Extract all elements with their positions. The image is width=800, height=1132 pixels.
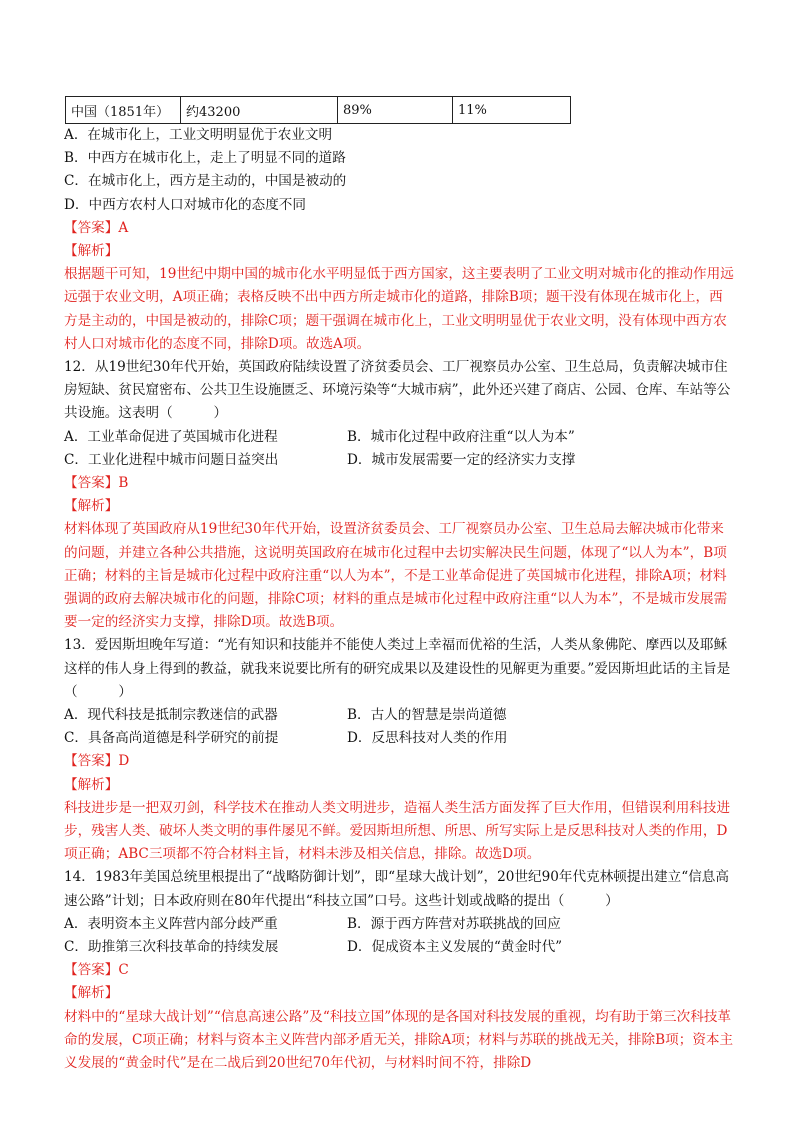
analysis-text: 材料中的“星球大战计划”“信息高速公路”及“科技立国”体现的是各国对科技发展的重视，均有助于第三次科技革命的发展，C项正确；材料与资本主义阵营内部矛盾无关，排除A项；材料与苏联的挑战无关，排除B项；资本主义发展的“黄金时代”是在二战后到20世纪70年代初，与材料时间不符，排除D bbox=[64, 1008, 734, 1071]
options-row bbox=[64, 426, 736, 449]
analysis-label: 【解析】 bbox=[64, 776, 119, 793]
answer-label: 【答案】B bbox=[64, 474, 129, 491]
document-page bbox=[64, 96, 736, 1075]
option-a: A．工业革命促进了英国城市化进程 bbox=[64, 428, 278, 445]
analysis-text: 材料体现了英国政府从19世纪30年代开始，设置济贫委员会、工厂视察员办公室、卫生总局去解决城市化带来的问题，并建立各种公共措施，这说明英国政府在城市化过程中去切实解决民生问题，体现了“以人为本”，B项正确；材料的主旨是城市化过程中政府注重“以人为本”，不是工业革命促进了英国城市化进程，排除A项；材料强调的政府去解决城市化的问题，排除C项；材料的重点是城市化过程中政府注重“以人为本”，不是城市发展需要一定的经济实力支撑，排除D项。故选B项。 bbox=[64, 521, 728, 631]
population-table bbox=[65, 96, 571, 124]
table-cell: 约43200 bbox=[181, 97, 338, 124]
question-stem: 12．从19世纪30年代开始，英国政府陆续设置了济贫委员会、工厂视察员办公室、卫生总局，负责解决城市住房短缺、贫民窟密布、公共卫生设施匮乏、环境污染等“大城市病”，此外还兴建了商店、公园、仓库、车站等公共设施。这表明（ ） bbox=[64, 358, 731, 422]
question-13 bbox=[64, 634, 736, 866]
table-row bbox=[66, 97, 571, 124]
analysis-label: 【解析】 bbox=[64, 985, 119, 1002]
table-cell: 中国（1851年） bbox=[66, 97, 181, 124]
option-c: C．助推第三次科技革命的持续发展 bbox=[64, 938, 279, 955]
option-d: D．中西方农村人口对城市化的态度不同 bbox=[64, 196, 306, 213]
question-stem: 14．1983年美国总统里根提出了“战略防御计划”，即“星球大战计划”，20世纪90年代克林顿提出建立“信息高速公路”计划；日本政府则在80年代提出“科技立国”口号。这些计划或战略的提出（ ） bbox=[64, 869, 729, 909]
option-b: B．城市化过程中政府注重“以人为本” bbox=[347, 428, 575, 445]
options-row bbox=[64, 727, 736, 750]
analysis-text: 科技进步是一把双刃剑，科学技术在推动人类文明进步，造福人类生活方面发挥了巨大作用，但错误利用科技进步，残害人类、破坏人类文明的事件屡见不鲜。爱因斯坦所想、所思、所写实际上是反思科技对人类的作用，D项正确；ABC三项都不符合材料主旨，材料未涉及相关信息，排除。故选D项。 bbox=[64, 799, 731, 863]
option-b: B．中西方在城市化上，走上了明显不同的道路 bbox=[64, 150, 346, 167]
options-row bbox=[64, 449, 736, 472]
option-d: D．反思科技对人类的作用 bbox=[347, 730, 508, 747]
option-a: A．表明资本主义阵营内部分歧严重 bbox=[64, 915, 278, 932]
option-c: C．在城市化上，西方是主动的，中国是被动的 bbox=[64, 173, 347, 190]
option-b: B．古人的智慧是崇尚道德 bbox=[347, 706, 507, 723]
answer-label: 【答案】A bbox=[64, 219, 129, 236]
question-stem: 13．爱因斯坦晚年写道：“光有知识和技能并不能使人类过上幸福而优裕的生活，人类从象佛陀、摩西以及耶稣这样的伟人身上得到的教益，就我来说要比所有的研究成果以及建设性的见解更为重要。”爱因斯坦此话的主旨是（ ） bbox=[64, 637, 731, 700]
option-a: A．在城市化上，工业文明明显优于农业文明 bbox=[64, 127, 333, 143]
analysis-text: 根据题干可知，19世纪中期中国的城市化水平明显低于西方国家，这主要表明了工业文明对城市化的推动作用远远强于农业文明，A项正确；表格反映不出中西方所走城市化的道路，排除B项；题干没有体现在城市化上，西方是主动的，中国是被动的，排除C项；题干强调在城市化上，工业文明明显优于农业文明，没有体现中西方农村人口对城市化的态度不同，排除D项。故选A项。 bbox=[64, 266, 734, 352]
answer-label: 【答案】C bbox=[64, 962, 129, 979]
answer-label: 【答案】D bbox=[64, 753, 130, 770]
option-b: B．源于西方阵营对苏联挑战的回应 bbox=[347, 915, 561, 932]
analysis-label: 【解析】 bbox=[64, 498, 119, 515]
options-row bbox=[64, 936, 736, 959]
option-c: C．具备高尚道德是科学研究的前提 bbox=[64, 730, 279, 747]
question-12 bbox=[64, 356, 736, 634]
question-14 bbox=[64, 866, 736, 1075]
option-d: D．城市发展需要一定的经济实力支撑 bbox=[347, 451, 576, 468]
analysis-label: 【解析】 bbox=[64, 242, 119, 259]
question-11 bbox=[64, 124, 736, 356]
option-a: A．现代科技是抵制宗教迷信的武器 bbox=[64, 706, 278, 723]
table-cell: 89% bbox=[338, 97, 453, 124]
options-row bbox=[64, 913, 736, 936]
table-cell: 11% bbox=[453, 97, 571, 124]
option-c: C．工业化进程中城市问题日益突出 bbox=[64, 451, 279, 468]
options-row bbox=[64, 704, 736, 727]
option-d: D．促成资本主义发展的“黄金时代” bbox=[347, 938, 563, 955]
